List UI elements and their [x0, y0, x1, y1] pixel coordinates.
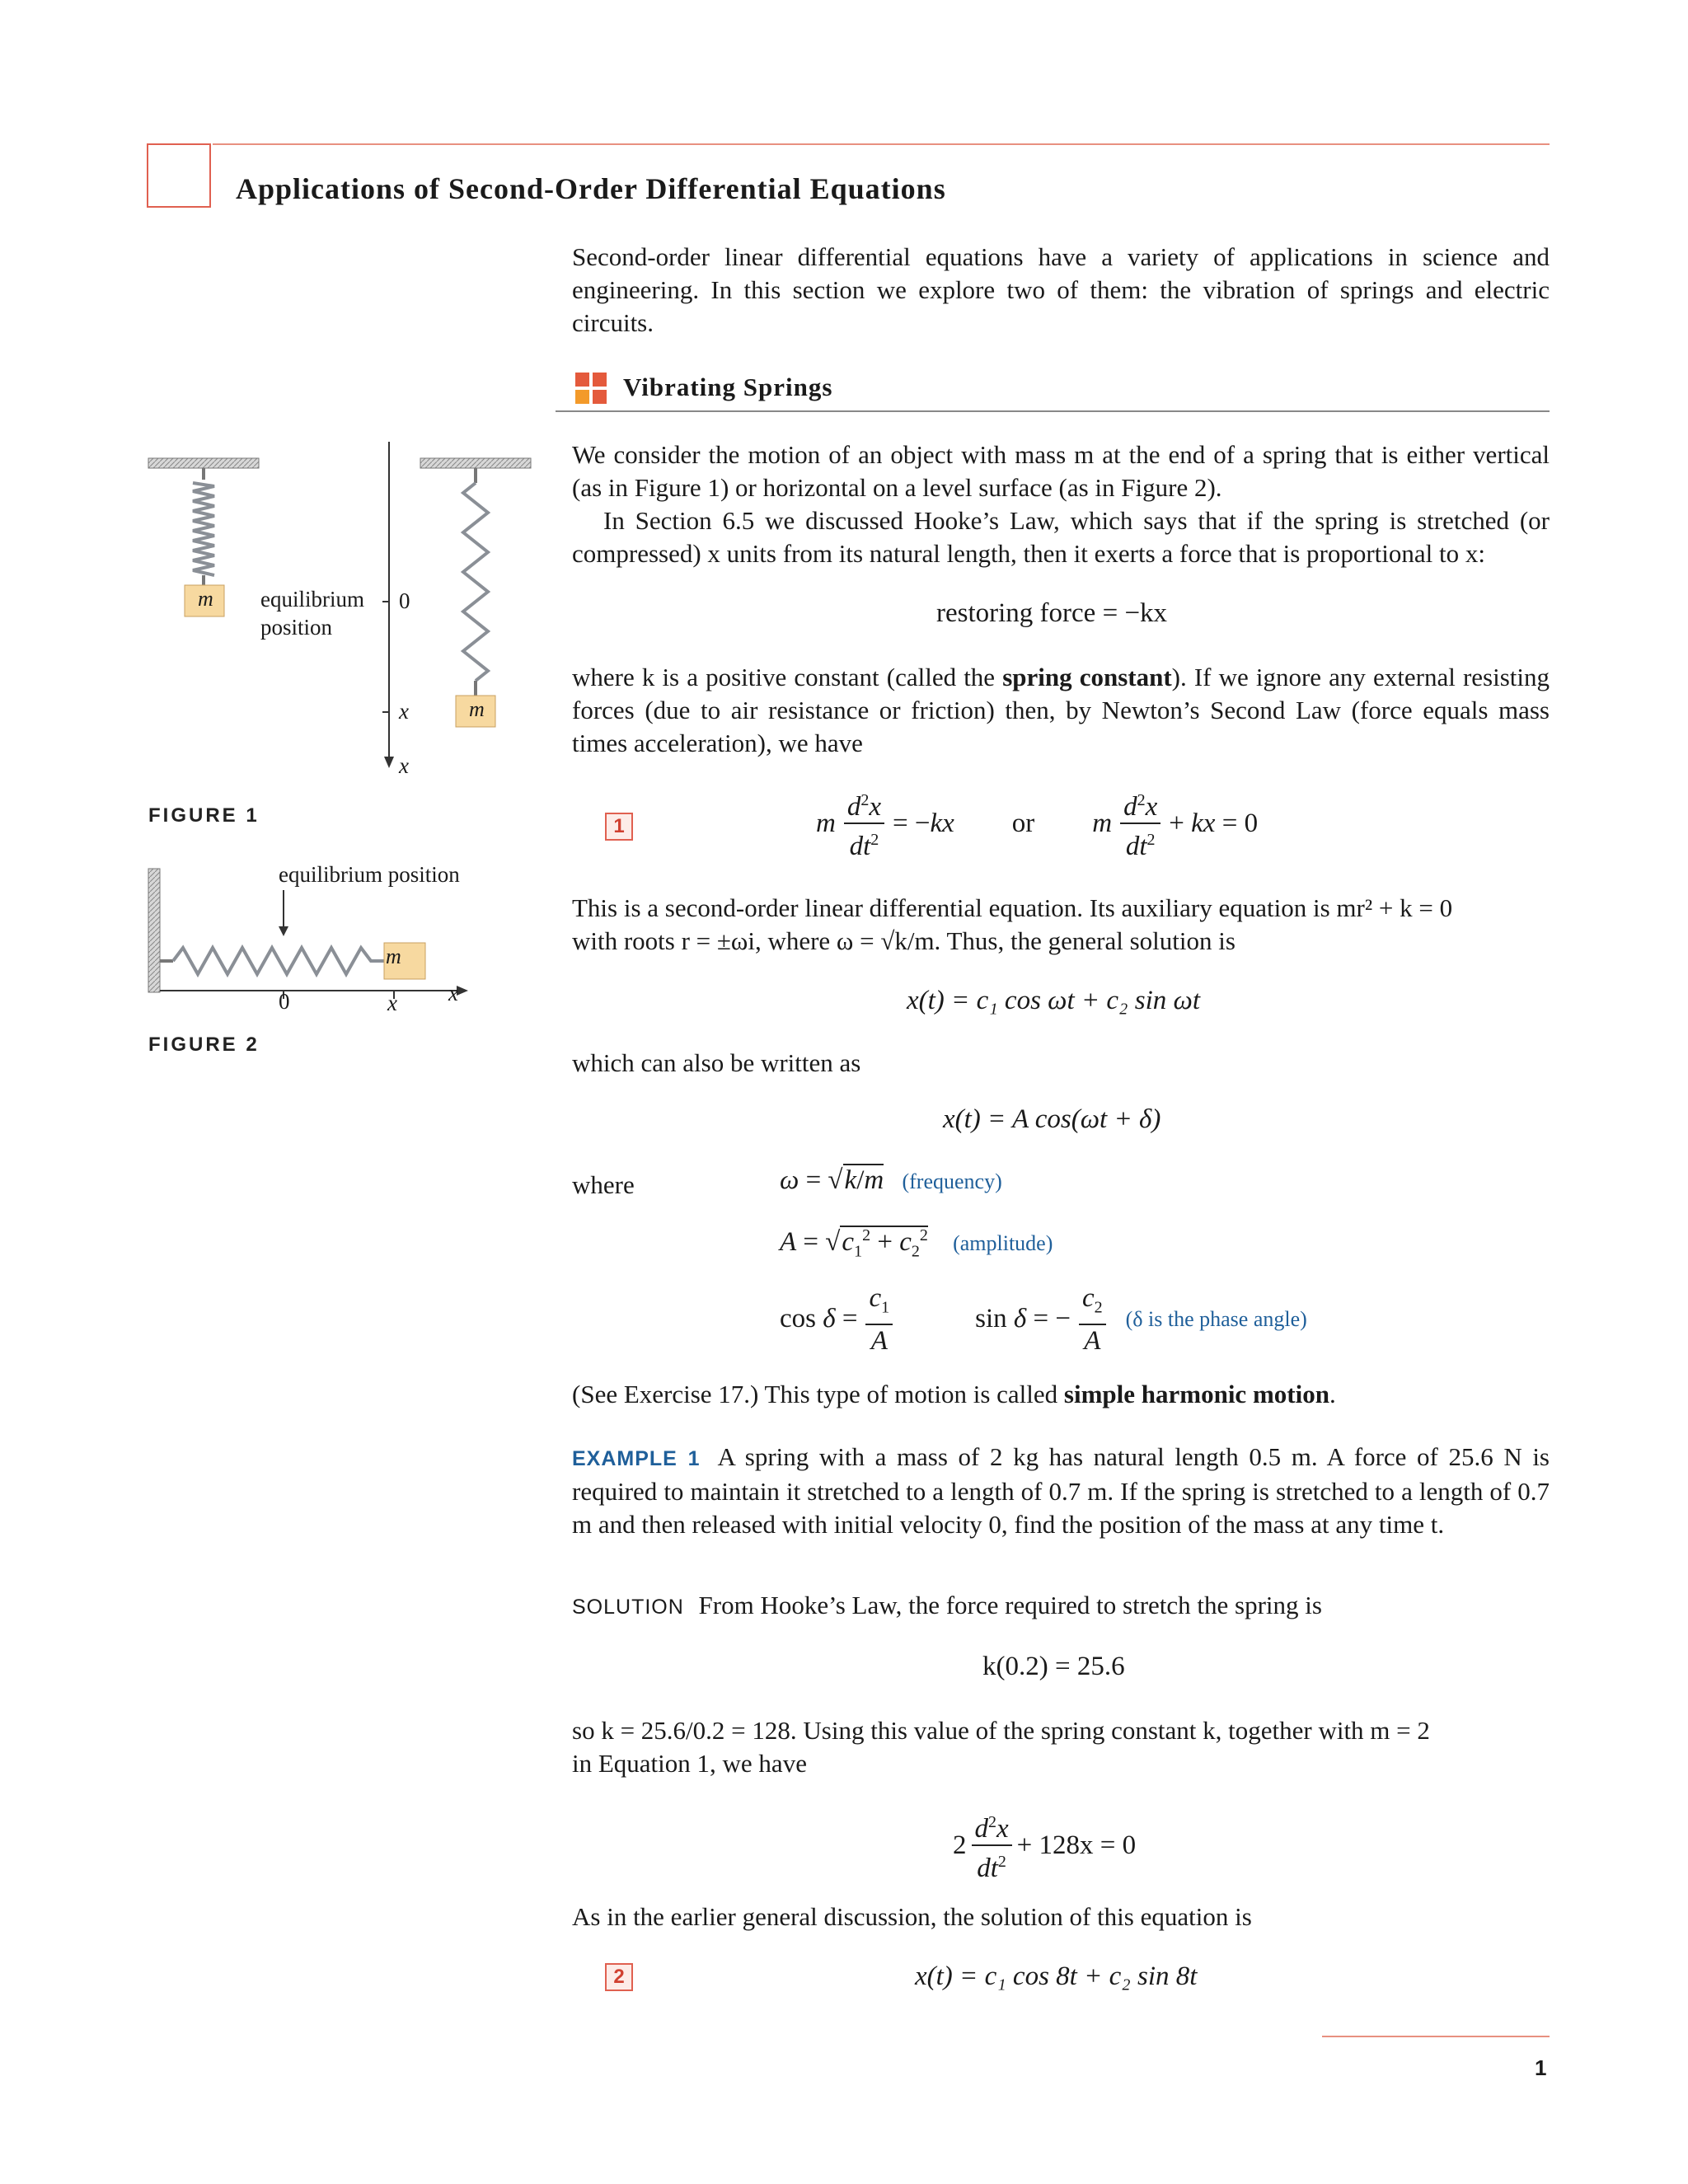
example-label: EXAMPLE 1 — [572, 1447, 701, 1470]
equation-2: x(t) = c₁ cos 8t + c₂ sin 8t — [915, 1961, 1198, 1991]
page-title: Applications of Second-Order Differential Equations — [236, 172, 946, 205]
ceiling-left — [148, 458, 259, 468]
shm-term: simple harmonic motion — [1063, 1380, 1329, 1408]
figure-1-equilibrium: equilibrium — [260, 587, 364, 612]
phase-definition: cos δ = $\frac{c_1}{A}$ sin δ = − $\frac{c_2}{A}$ (δ is the phase angle) — [780, 1283, 1307, 1356]
para6-end: . — [1329, 1380, 1336, 1408]
solution — [572, 1589, 1322, 1624]
spring-constant-term: spring constant — [1002, 663, 1172, 691]
para3-start: where k is a positive constant (called the — [572, 663, 996, 691]
intro-paragraph: Second-order linear differential equations have a variety of applications in science and engineering. In this section we explore two of them: the vibration of springs and electric circuits. — [572, 242, 1550, 337]
section-rule — [556, 410, 1550, 412]
paragraph-3 — [572, 661, 1550, 760]
figure-2-mass-label: m — [386, 944, 401, 968]
solution-label: SOLUTION — [572, 1596, 684, 1619]
section-title: Vibrating Springs — [623, 373, 833, 401]
equation-1-or: or — [1011, 808, 1035, 838]
amplitude-note: (amplitude) — [953, 1231, 1053, 1255]
header-rule — [213, 143, 1550, 145]
wall — [148, 869, 160, 992]
figure-2-zero: 0 — [279, 989, 290, 1014]
para6-start: (See Exercise 17.) This type of motion is called — [572, 1380, 1058, 1408]
section-icon — [575, 373, 607, 404]
paragraph-5: which can also be written as — [572, 1048, 861, 1077]
page-number: 1 — [1535, 2055, 1547, 2080]
paragraph-8: As in the earlier general discussion, the solution of this equation is — [572, 1902, 1252, 1931]
spring-compressed — [193, 483, 214, 575]
figure-1-zero: 0 — [399, 588, 410, 613]
figure-1-mass-left-label: m — [198, 587, 213, 611]
spring-de-rest: + 128x = 0 — [1016, 1830, 1137, 1860]
equation-2-number: 2 — [605, 1963, 633, 1991]
paragraph-7-line-1: so k = 25.6/0.2 = 128. Using this value of the spring constant k, together with m = 2 — [572, 1716, 1430, 1745]
restoring-force-equation — [936, 598, 1167, 629]
restoring-label: restoring force — [936, 598, 1096, 628]
spring-de-coef: 2 — [953, 1830, 967, 1860]
paragraph-4-line-2: with roots r = ±ωi, where ω = √k/m. Thus, the general solution is — [572, 926, 1236, 955]
example-1 — [572, 1441, 1550, 1541]
figure-1-mass-right-label: m — [469, 697, 485, 721]
example-text: A spring with a mass of 2 kg has natural length 0.5 m. A force of 25.6 N is required to maintain it stretched to a length of 0.7 m. If the spring is stretched to a length of 0.7 m and then released with initial velocity 0, find the position of the mass at any time t. — [572, 1442, 1550, 1539]
paragraph-7-line-2: in Equation 1, we have — [572, 1749, 807, 1778]
ceiling-right — [420, 458, 531, 468]
spring-de: 2 $\frac{d^2x}{dt^2}$ + 128x = 0 — [953, 1813, 1137, 1883]
amplitude-definition: $A = √c_1^2 + c_2^2$ (amplitude) — [780, 1226, 1053, 1261]
phase-note: (δ is the phase angle) — [1125, 1306, 1307, 1331]
figure-1-x-axis: x — [399, 753, 409, 778]
figure-2-x-axis: x — [448, 981, 458, 1005]
figure-2-x-tick: x — [387, 991, 397, 1015]
paragraph-2: In Section 6.5 we discussed Hooke’s Law, which says that if the spring is stretched (or compressed) x units from its natural length, then it exerts a force that is proportional to x: — [572, 506, 1550, 568]
footer-rule — [1322, 2036, 1550, 2037]
paragraph-1: We consider the motion of an object with mass m at the end of a spring that is either vertical (as in Figure 1) or horizontal on a level surface (as in Figure 2). — [572, 440, 1550, 502]
figure-1-x-tick: x — [399, 699, 409, 724]
omega-definition: ω = √k/m (frequency) — [780, 1165, 1002, 1195]
restoring-rhs: = −kx — [1102, 598, 1168, 628]
equation-1-number: 1 — [605, 813, 633, 841]
header-box — [147, 143, 211, 208]
horizontal-spring — [173, 948, 384, 974]
figure-1-label: FIGURE 1 — [148, 804, 260, 827]
paragraph-6 — [572, 1378, 1336, 1411]
general-solution: x(t) = c₁ cos ωt + c₂ sin ωt — [907, 986, 1201, 1015]
paragraph-4-line-1: This is a second-order linear differential equation. Its auxiliary equation is mr² + k = 0 — [572, 893, 1453, 922]
equation-1: m $\frac{d^2x}{dt^2}$ = −kx or m $\frac{d^2x}{dt^2}$ + kx = 0 — [816, 791, 1259, 861]
figure-2-label: FIGURE 2 — [148, 1033, 260, 1056]
para3-end: ). If we ignore any external resisting forces (due to air resistance or friction) then, by Newton’s Second Law (force equals mass times acceleration), we have — [572, 663, 1550, 757]
figure-1-position: position — [260, 615, 333, 640]
spring-stretched — [463, 483, 488, 681]
frequency-note: (frequency) — [902, 1169, 1002, 1193]
hooke-equation: k(0.2) = 25.6 — [982, 1652, 1125, 1681]
alt-solution: x(t) = A cos(ωt + δ) — [943, 1104, 1161, 1134]
where-label: where — [572, 1170, 635, 1199]
solution-text: From Hooke’s Law, the force required to stretch the spring is — [698, 1591, 1322, 1619]
figure-2-equilibrium: equilibrium position — [279, 862, 460, 887]
